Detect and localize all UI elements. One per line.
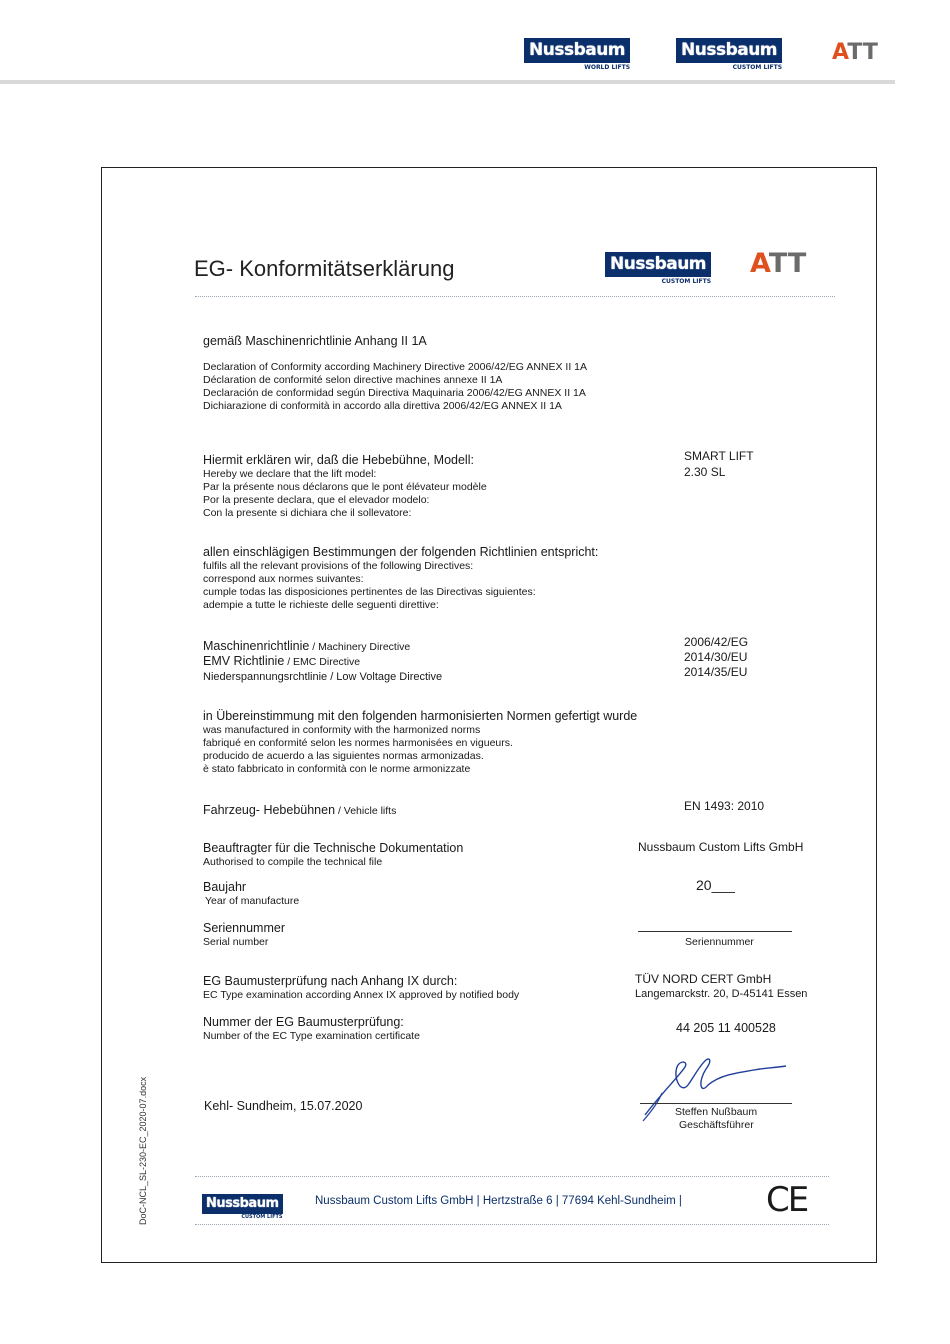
footer-nussbaum-logo bbox=[202, 1194, 283, 1220]
logo-wordmark: Nussbaum bbox=[524, 38, 630, 63]
directive-code: 2014/35/EU bbox=[684, 665, 748, 679]
logo-wordmark: Nussbaum bbox=[202, 1194, 283, 1214]
directive-low-voltage: Niederspannungsrchtlinie / Low Voltage Directive bbox=[203, 671, 443, 683]
serial-underline bbox=[638, 931, 792, 932]
nussbaum-custom-lifts-logo bbox=[676, 38, 782, 71]
authorised-company: Nussbaum Custom Lifts GmbH bbox=[638, 840, 804, 854]
footer-address: Nussbaum Custom Lifts GmbH | Hertzstraße 6 | 77694 Kehl-Sundheim | bbox=[315, 1195, 682, 1207]
manufactured-line: fabriqué en conformité selon les normes harmonisées en vigueurs. bbox=[203, 737, 513, 749]
att-logo: ATT bbox=[832, 40, 878, 65]
document-id: DoC-NCL_SL-230-EC_2020-07.docx bbox=[138, 1076, 148, 1225]
norm-code: EN 1493: 2010 bbox=[684, 799, 765, 813]
title-nussbaum-logo bbox=[605, 252, 711, 285]
ec-body: TÜV NORD CERT GmbH bbox=[635, 972, 772, 986]
model-code: 2.30 SL bbox=[684, 465, 726, 479]
cert-heading: Nummer der EG Baumusterprüfung: bbox=[203, 1015, 404, 1029]
logo-wordmark: Nussbaum bbox=[676, 38, 782, 63]
year-value: 20___ bbox=[696, 877, 735, 893]
logo-subtitle: CUSTOM LIFTS bbox=[241, 1214, 283, 1220]
norm-vehicle-lifts: Fahrzeug- Hebebühnen / Vehicle lifts bbox=[203, 803, 397, 817]
directive-code: 2006/42/EG bbox=[684, 635, 749, 649]
intro-line: Declaración de conformidad según Directiva Maquinaria 2006/42/EG ANNEX II 1A bbox=[203, 387, 586, 399]
authorised-subtitle: Authorised to compile the technical file bbox=[203, 856, 383, 868]
signer-name: Steffen Nußbaum bbox=[675, 1106, 758, 1118]
year-heading: Baujahr bbox=[203, 880, 247, 894]
title-divider bbox=[195, 296, 835, 297]
ec-subtitle: EC Type examination according Annex IX approved by notified body bbox=[203, 989, 520, 1001]
logo-subtitle: WORLD LIFTS bbox=[584, 64, 631, 71]
year-subtitle: Year of manufacture bbox=[205, 895, 300, 907]
model-name: SMART LIFT bbox=[684, 449, 754, 463]
cert-number: 44 205 11 400528 bbox=[676, 1021, 776, 1035]
footer-divider-top bbox=[195, 1176, 829, 1177]
declare-heading: Hiermit erklären wir, daß die Hebebühne, Modell: bbox=[203, 453, 474, 467]
fulfils-line: cumple todas las disposiciones pertinentes de las Directivas siguientes: bbox=[203, 586, 536, 598]
intro-heading: gemäß Maschinenrichtlinie Anhang II 1A bbox=[203, 334, 427, 348]
serial-caption: Seriennummer bbox=[685, 936, 754, 948]
nussbaum-world-lifts-logo bbox=[524, 38, 630, 71]
declare-line: Por la presente declara, que el elevador modelo: bbox=[203, 494, 430, 506]
intro-line: Déclaration de conformité selon directive machines annexe II 1A bbox=[203, 374, 503, 386]
logo-wordmark: Nussbaum bbox=[605, 252, 711, 277]
ec-heading: EG Baumusterprüfung nach Anhang IX durch: bbox=[203, 974, 458, 988]
intro-line: Dichiarazione di conformità in accordo alla direttiva 2006/42/EG ANNEX II 1A bbox=[203, 400, 562, 412]
directive-code: 2014/30/EU bbox=[684, 650, 748, 664]
serial-heading: Seriennummer bbox=[203, 921, 285, 935]
document-title: EG- Konformitätserklärung bbox=[194, 256, 455, 281]
ec-address: Langemarckstr. 20, D-45141 Essen bbox=[635, 988, 808, 1000]
fulfils-heading: allen einschlägigen Bestimmungen der folgenden Richtlinien entspricht: bbox=[203, 545, 599, 559]
fulfils-line: correspond aux normes suivantes: bbox=[203, 573, 364, 585]
manufactured-heading: in Übereinstimmung mit den folgenden harmonisierten Normen gefertigt wurde bbox=[203, 709, 638, 723]
fulfils-line: fulfils all the relevant provisions of the following Directives: bbox=[203, 560, 474, 572]
declare-line: Par la présente nous déclarons que le pont élévateur modèle bbox=[203, 481, 487, 493]
authorised-heading: Beauftragter für die Technische Dokumentation bbox=[203, 841, 464, 855]
intro-line: Declaration of Conformity according Machinery Directive 2006/42/EG ANNEX II 1A bbox=[203, 361, 588, 373]
signer-title: Geschäftsführer bbox=[679, 1119, 754, 1131]
place-date: Kehl- Sundheim, 15.07.2020 bbox=[204, 1099, 363, 1113]
manufactured-line: producido de acuerdo a las siguientes normas armonizadas. bbox=[203, 750, 484, 762]
manufactured-line: è stato fabbricato in conformità con le norme armonizzate bbox=[203, 763, 471, 775]
directive-emc: EMV Richtlinie / EMC Directive bbox=[203, 654, 361, 668]
footer-divider-bottom bbox=[195, 1224, 829, 1225]
declare-line: Hereby we declare that the lift model: bbox=[203, 468, 377, 480]
serial-subtitle: Serial number bbox=[203, 936, 269, 948]
logo-subtitle: CUSTOM LIFTS bbox=[732, 64, 783, 71]
cert-subtitle: Number of the EC Type examination certificate bbox=[203, 1030, 420, 1042]
signature-line bbox=[640, 1103, 792, 1104]
ce-mark: CE bbox=[766, 1180, 808, 1220]
header-divider bbox=[0, 80, 895, 84]
fulfils-line: adempie a tutte le richieste delle seguenti direttive: bbox=[203, 599, 439, 611]
directive-machinery: Maschinenrichtlinie / Machinery Directive bbox=[203, 639, 411, 653]
declare-line: Con la presente si dichiara che il sollevatore: bbox=[203, 507, 412, 519]
manufactured-line: was manufactured in conformity with the harmonized norms bbox=[203, 724, 481, 736]
title-att-logo: ATT bbox=[750, 248, 807, 279]
logo-subtitle: CUSTOM LIFTS bbox=[661, 278, 712, 285]
